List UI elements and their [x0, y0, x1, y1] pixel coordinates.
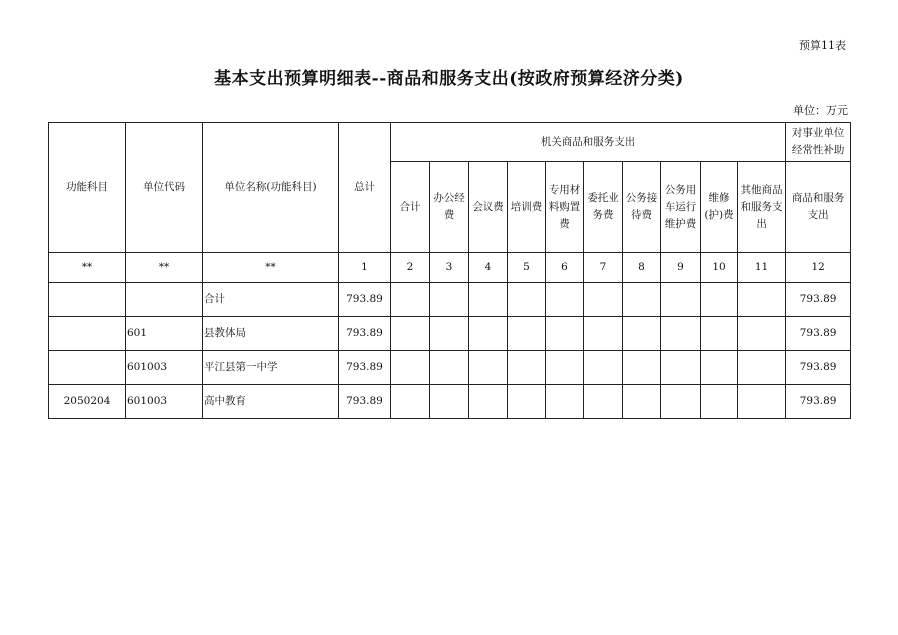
budget-table: [48, 122, 851, 419]
index-cell: **: [203, 253, 339, 283]
unit-code-cell: 601003: [126, 351, 203, 385]
col-header-maintenance: 维修(护)费: [701, 162, 738, 253]
table-row: [49, 385, 851, 419]
col-header-meeting: 会议费: [469, 162, 508, 253]
index-cell: **: [126, 253, 203, 283]
index-cell: 6: [546, 253, 584, 283]
index-cell: 2: [391, 253, 430, 283]
index-cell: 4: [469, 253, 508, 283]
index-cell: 5: [508, 253, 546, 283]
page-title: 基本支出预算明细表--商品和服务支出(按政府预算经济分类): [214, 69, 684, 89]
header-row-1: [49, 123, 851, 162]
col-header-other: 其他商品和服务支出: [738, 162, 786, 253]
col-header-unit-name: 单位名称(功能科目): [203, 123, 339, 253]
index-cell: 10: [701, 253, 738, 283]
func-subject-cell: 2050204: [49, 385, 126, 419]
index-cell: 12: [786, 253, 851, 283]
col-header-subtotal: 合计: [391, 162, 430, 253]
unit-name-cell: 合计: [203, 283, 339, 317]
col-header-vehicle: 公务用车运行维护费: [661, 162, 701, 253]
total-cell: 793.89: [339, 317, 391, 351]
table-number: 预算11表: [799, 39, 846, 52]
index-cell: 9: [661, 253, 701, 283]
index-cell: 11: [738, 253, 786, 283]
func-subject-cell: [49, 317, 126, 351]
index-cell: 7: [584, 253, 623, 283]
col-header-func-subject: 功能科目: [49, 123, 126, 253]
index-cell: 8: [623, 253, 661, 283]
unit-name-cell: 高中教育: [203, 385, 339, 419]
col-header-reception: 公务接待费: [623, 162, 661, 253]
unit-code-cell: 601: [126, 317, 203, 351]
subsidy-cell: 793.89: [786, 351, 851, 385]
func-subject-cell: [49, 351, 126, 385]
col-header-unit-code: 单位代码: [126, 123, 203, 253]
unit-code-cell: [126, 283, 203, 317]
table-row: [49, 283, 851, 317]
col-header-total: 总计: [339, 123, 391, 253]
subsidy-cell: 793.89: [786, 283, 851, 317]
total-cell: 793.89: [339, 283, 391, 317]
col-group-org-spending: 机关商品和服务支出: [391, 123, 786, 162]
col-header-entrusted: 委托业务费: [584, 162, 623, 253]
total-cell: 793.89: [339, 385, 391, 419]
table-row: [49, 317, 851, 351]
col-header-training: 培训费: [508, 162, 546, 253]
unit-code-cell: 601003: [126, 385, 203, 419]
index-row: [49, 253, 851, 283]
unit-name-cell: 平江县第一中学: [203, 351, 339, 385]
subsidy-cell: 793.89: [786, 385, 851, 419]
unit-label: 单位：万元: [793, 104, 848, 117]
index-cell: 1: [339, 253, 391, 283]
col-header-subsidy-goods: 商品和服务支出: [786, 162, 851, 253]
col-group-subsidy: 对事业单位经常性补助: [786, 123, 851, 162]
table-row: [49, 351, 851, 385]
index-cell: 3: [430, 253, 469, 283]
total-cell: 793.89: [339, 351, 391, 385]
subsidy-cell: 793.89: [786, 317, 851, 351]
col-header-office: 办公经费: [430, 162, 469, 253]
col-header-materials: 专用材料购置费: [546, 162, 584, 253]
index-cell: **: [49, 253, 126, 283]
func-subject-cell: [49, 283, 126, 317]
unit-name-cell: 县教体局: [203, 317, 339, 351]
